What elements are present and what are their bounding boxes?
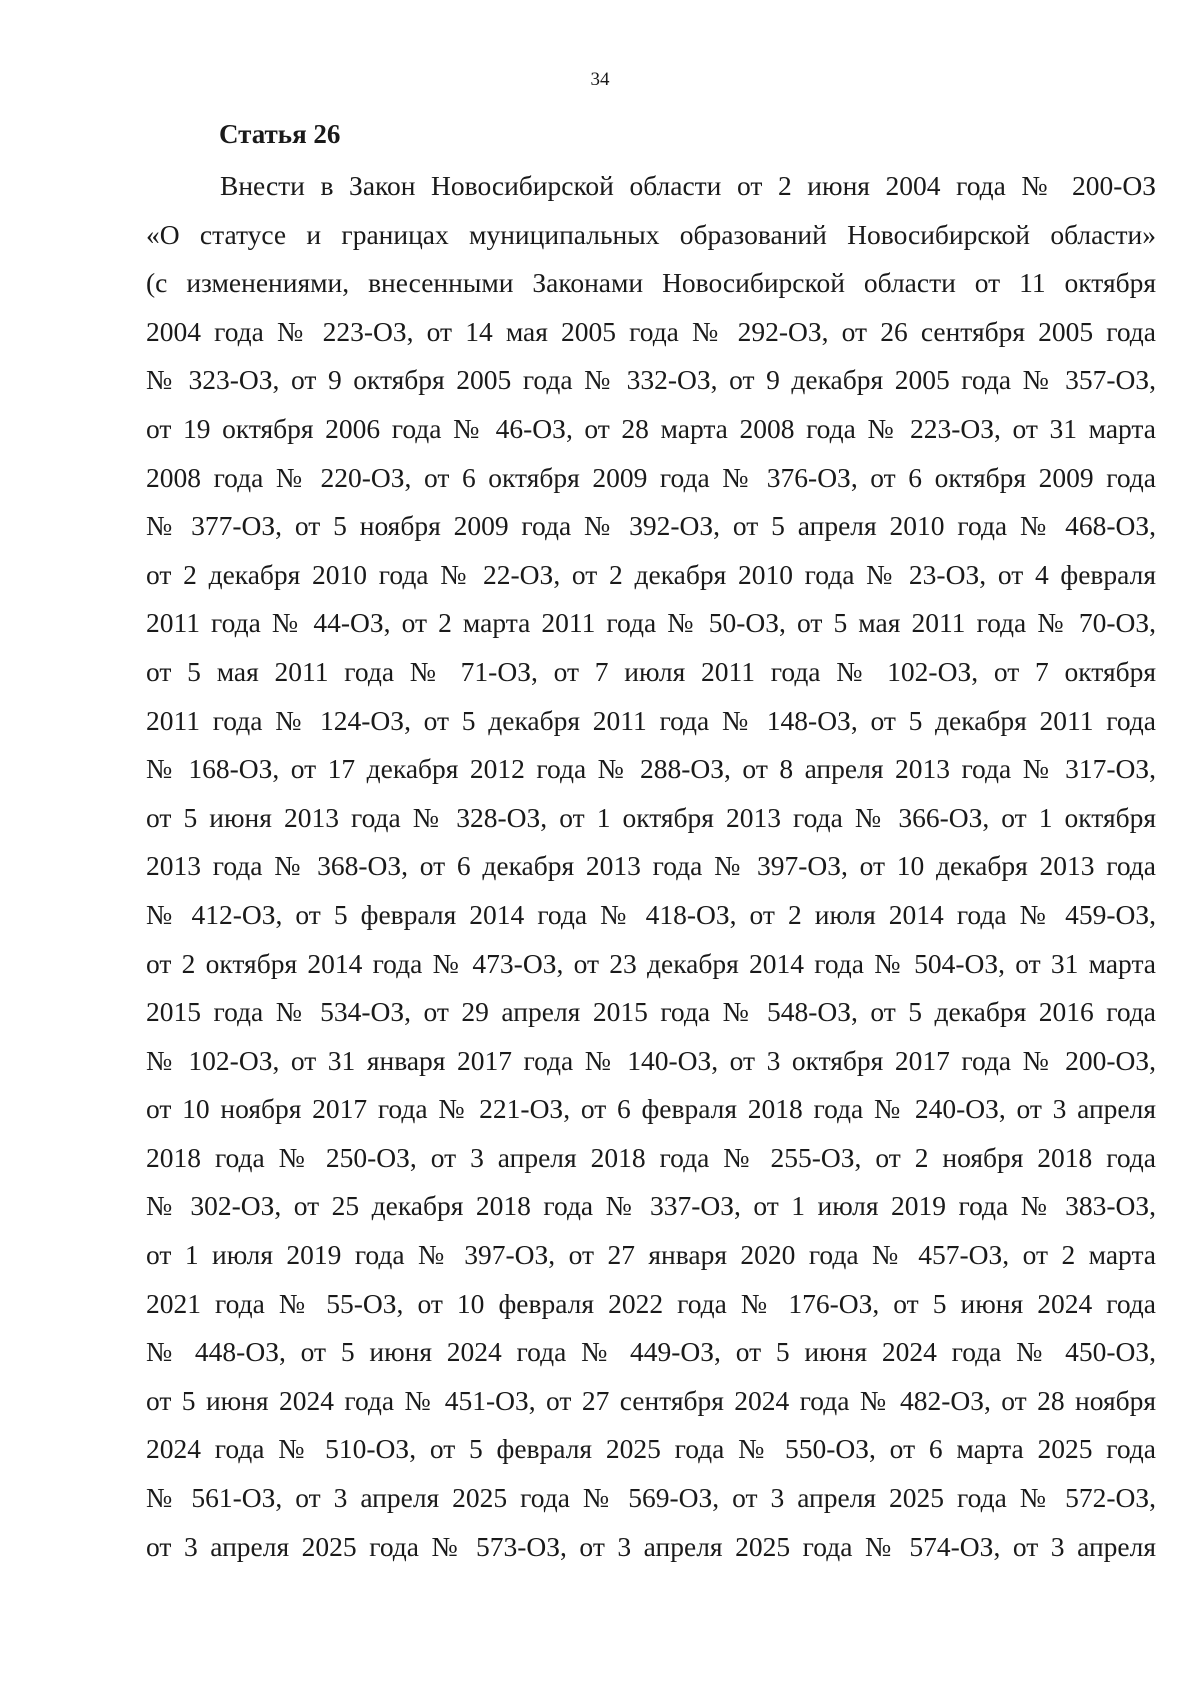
text-line: 2021 года № 55-ОЗ, от 10 февраля 2022 года № 176-ОЗ, от 5 июня 2024 года [146,1287,1156,1319]
text-line: № 377-ОЗ, от 5 ноября 2009 года № 392-ОЗ, от 5 апреля 2010 года № 468-ОЗ, [146,510,1156,542]
text-line: 2018 года № 250-ОЗ, от 3 апреля 2018 года № 255-ОЗ, от 2 ноября 2018 года [146,1141,1156,1173]
text-line: 2008 года № 220-ОЗ, от 6 октября 2009 года № 376-ОЗ, от 6 октября 2009 года [146,461,1156,493]
text-line: от 3 апреля 2025 года № 573-ОЗ, от 3 апреля 2025 года № 574-ОЗ, от 3 апреля [146,1530,1156,1562]
text-line: 2004 года № 223-ОЗ, от 14 мая 2005 года № 292-ОЗ, от 26 сентября 2005 года [146,315,1156,347]
text-line: от 5 июня 2013 года № 328-ОЗ, от 1 октября 2013 года № 366-ОЗ, от 1 октября [146,801,1156,833]
text-line: № 302-ОЗ, от 25 декабря 2018 года № 337-ОЗ, от 1 июля 2019 года № 383-ОЗ, [146,1190,1156,1222]
text-line: от 2 октября 2014 года № 473-ОЗ, от 23 декабря 2014 года № 504-ОЗ, от 31 марта [146,947,1156,979]
text-line: от 2 декабря 2010 года № 22-ОЗ, от 2 декабря 2010 года № 23-ОЗ, от 4 февраля [146,558,1156,590]
text-line: Внести в Закон Новосибирской области от 2 июня 2004 года № 200-ОЗ [220,170,1156,201]
text-line: 2011 года № 124-ОЗ, от 5 декабря 2011 года № 148-ОЗ, от 5 декабря 2011 года [146,704,1156,736]
text-line: «О статусе и границах муниципальных образований Новосибирской области» [146,218,1156,250]
text-line: № 323-ОЗ, от 9 октября 2005 года № 332-ОЗ, от 9 декабря 2005 года № 357-ОЗ, [146,364,1156,396]
text-line: 2024 года № 510-ОЗ, от 5 февраля 2025 года № 550-ОЗ, от 6 марта 2025 года [146,1433,1156,1465]
text-line: № 412-ОЗ, от 5 февраля 2014 года № 418-ОЗ, от 2 июля 2014 года № 459-ОЗ, [146,898,1156,930]
text-line: № 102-ОЗ, от 31 января 2017 года № 140-ОЗ, от 3 октября 2017 года № 200-ОЗ, [146,1044,1156,1076]
text-line: 2013 года № 368-ОЗ, от 6 декабря 2013 года № 397-ОЗ, от 10 декабря 2013 года [146,850,1156,882]
article-title: Статья 26 [219,119,341,149]
article-body [146,162,1156,1571]
text-line: от 19 октября 2006 года № 46-ОЗ, от 28 марта 2008 года № 223-ОЗ, от 31 марта [146,412,1156,444]
page-number: 34 [590,69,610,90]
text-line: от 10 ноября 2017 года № 221-ОЗ, от 6 февраля 2018 года № 240-ОЗ, от 3 апреля [146,1093,1156,1125]
text-line: 2015 года № 534-ОЗ, от 29 апреля 2015 года № 548-ОЗ, от 5 декабря 2016 года [146,996,1156,1028]
text-line: № 168-ОЗ, от 17 декабря 2012 года № 288-ОЗ, от 8 апреля 2013 года № 317-ОЗ, [146,753,1156,785]
text-line: от 5 мая 2011 года № 71-ОЗ, от 7 июля 2011 года № 102-ОЗ, от 7 октября [146,655,1156,687]
text-line: № 448-ОЗ, от 5 июня 2024 года № 449-ОЗ, от 5 июня 2024 года № 450-ОЗ, [146,1336,1156,1368]
text-line: от 5 июня 2024 года № 451-ОЗ, от 27 сентября 2024 года № 482-ОЗ, от 28 ноября [146,1384,1156,1416]
text-line: 2011 года № 44-ОЗ, от 2 марта 2011 года № 50-ОЗ, от 5 мая 2011 года № 70-ОЗ, [146,607,1156,639]
text-line: (с изменениями, внесенными Законами Новосибирской области от 11 октября [146,267,1156,299]
text-line: от 1 июля 2019 года № 397-ОЗ, от 27 января 2020 года № 457-ОЗ, от 2 марта [146,1239,1156,1271]
text-line: № 561-ОЗ, от 3 апреля 2025 года № 569-ОЗ, от 3 апреля 2025 года № 572-ОЗ, [146,1482,1156,1514]
